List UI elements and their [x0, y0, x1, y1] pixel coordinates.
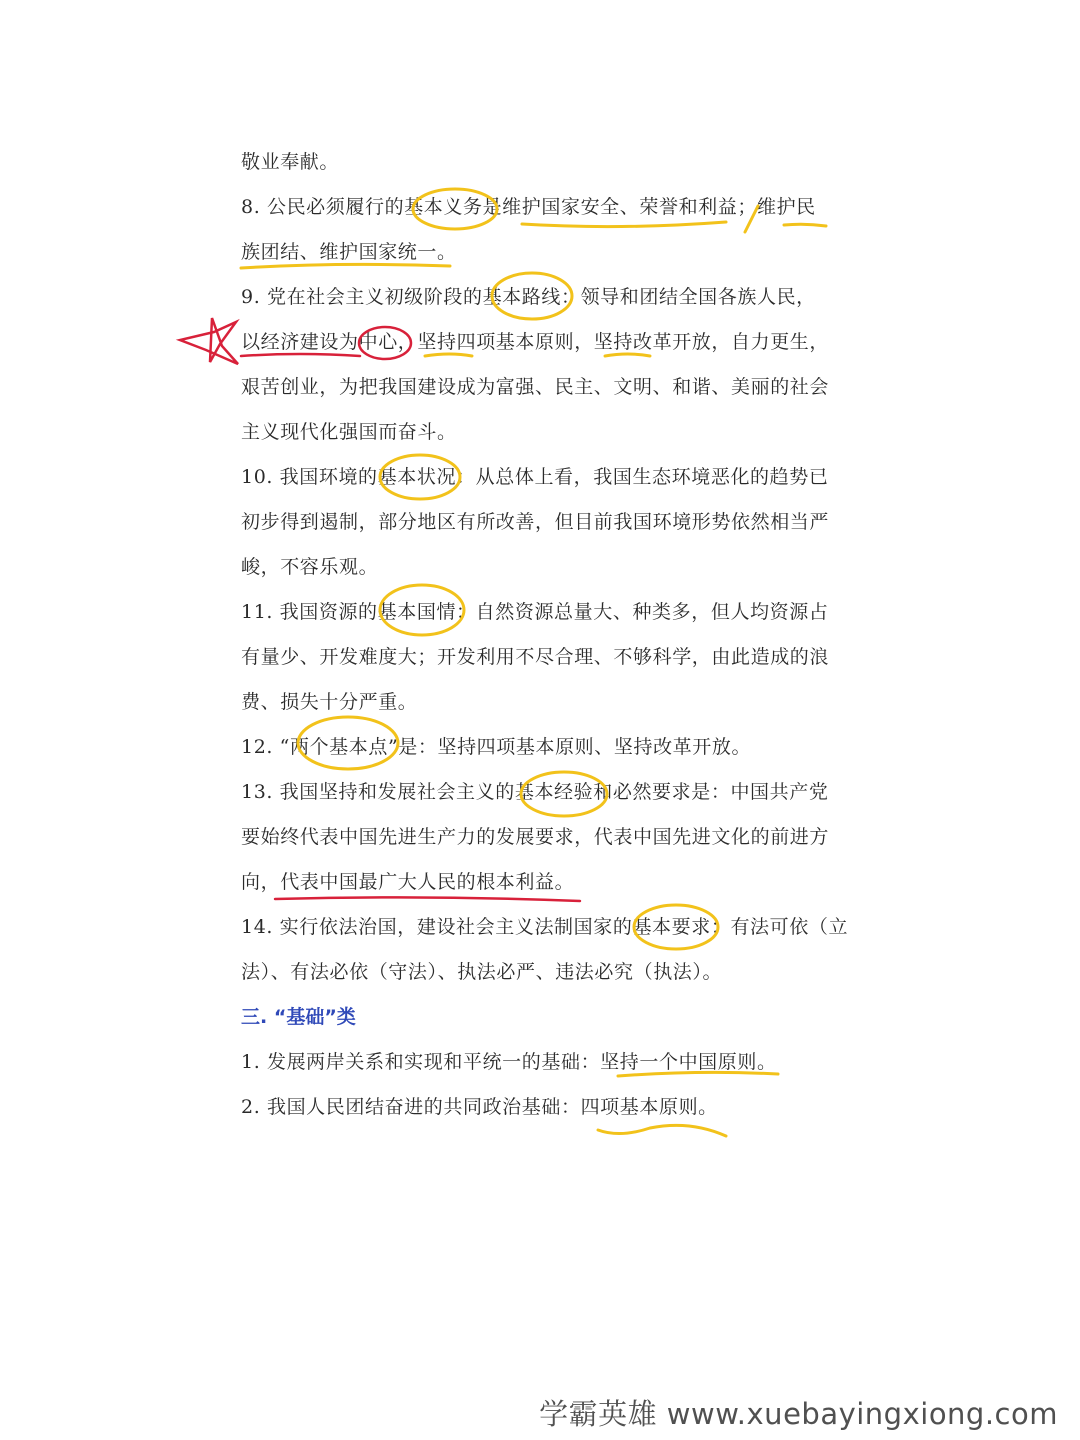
- text-line: 艰苦创业，为把我国建设成为富强、民主、文明、和谐、美丽的社会: [241, 376, 830, 398]
- text-line: 10. 我国环境的基本状况：从总体上看，我国生态环境恶化的趋势已: [241, 466, 829, 488]
- highlight-underline: [241, 264, 450, 268]
- highlight-underline: [598, 1125, 726, 1136]
- text-line: 要始终代表中国先进生产力的发展要求，代表中国先进文化的前进方: [241, 826, 830, 848]
- red-underline: [241, 354, 360, 356]
- text-line: 费、损失十分严重。: [241, 691, 418, 713]
- text-line: 13. 我国坚持和发展社会主义的基本经验和必然要求是：中国共产党: [241, 781, 829, 803]
- text-line: 以经济建设为中心，坚持四项基本原则，坚持改革开放，自力更生，: [241, 331, 830, 353]
- text-line: 有量少、开发难度大；开发利用不尽合理、不够科学，由此造成的浪: [241, 646, 830, 668]
- text-line: 主义现代化强国而奋斗。: [241, 421, 457, 443]
- text-line: 法）、有法必依（守法）、执法必严、违法必究（执法）。: [241, 961, 723, 983]
- watermark: 学霸英雄 www.xuebayingxiong.com: [539, 1397, 1058, 1431]
- section-heading: 三. “基础”类: [241, 1006, 356, 1028]
- text-line: 族团结、维护国家统一。: [241, 241, 457, 263]
- text-line: 2. 我国人民团结奋进的共同政治基础：四项基本原则。: [241, 1096, 718, 1118]
- highlight-underline: [784, 224, 826, 226]
- text-line: 8. 公民必须履行的基本义务是维护国家安全、荣誉和利益；维护民: [241, 196, 816, 218]
- highlight-underline: [605, 354, 650, 356]
- text-line: 11. 我国资源的基本国情：自然资源总量大、种类多，但人均资源占: [241, 601, 829, 623]
- text-line: 初步得到遏制，部分地区有所改善，但目前我国环境形势依然相当严: [241, 511, 830, 533]
- red-underline: [275, 897, 580, 901]
- text-line: 峻，不容乐观。: [241, 556, 379, 578]
- text-line: 9. 党在社会主义初级阶段的基本路线：领导和团结全国各族人民，: [241, 286, 816, 308]
- highlight-underline: [425, 354, 472, 356]
- text-line: 1. 发展两岸关系和实现和平统一的基础：坚持一个中国原则。: [241, 1051, 777, 1073]
- star-mark: [180, 318, 238, 364]
- highlight-underline: [522, 222, 726, 227]
- text-line: 敬业奉献。: [241, 151, 340, 173]
- text-line: 14. 实行依法治国，建设社会主义法制国家的基本要求：有法可依（立: [241, 916, 849, 938]
- text-line: 12. “两个基本点”是：坚持四项基本原则、坚持改革开放。: [241, 736, 752, 758]
- text-line: 向，代表中国最广大人民的根本利益。: [241, 871, 575, 893]
